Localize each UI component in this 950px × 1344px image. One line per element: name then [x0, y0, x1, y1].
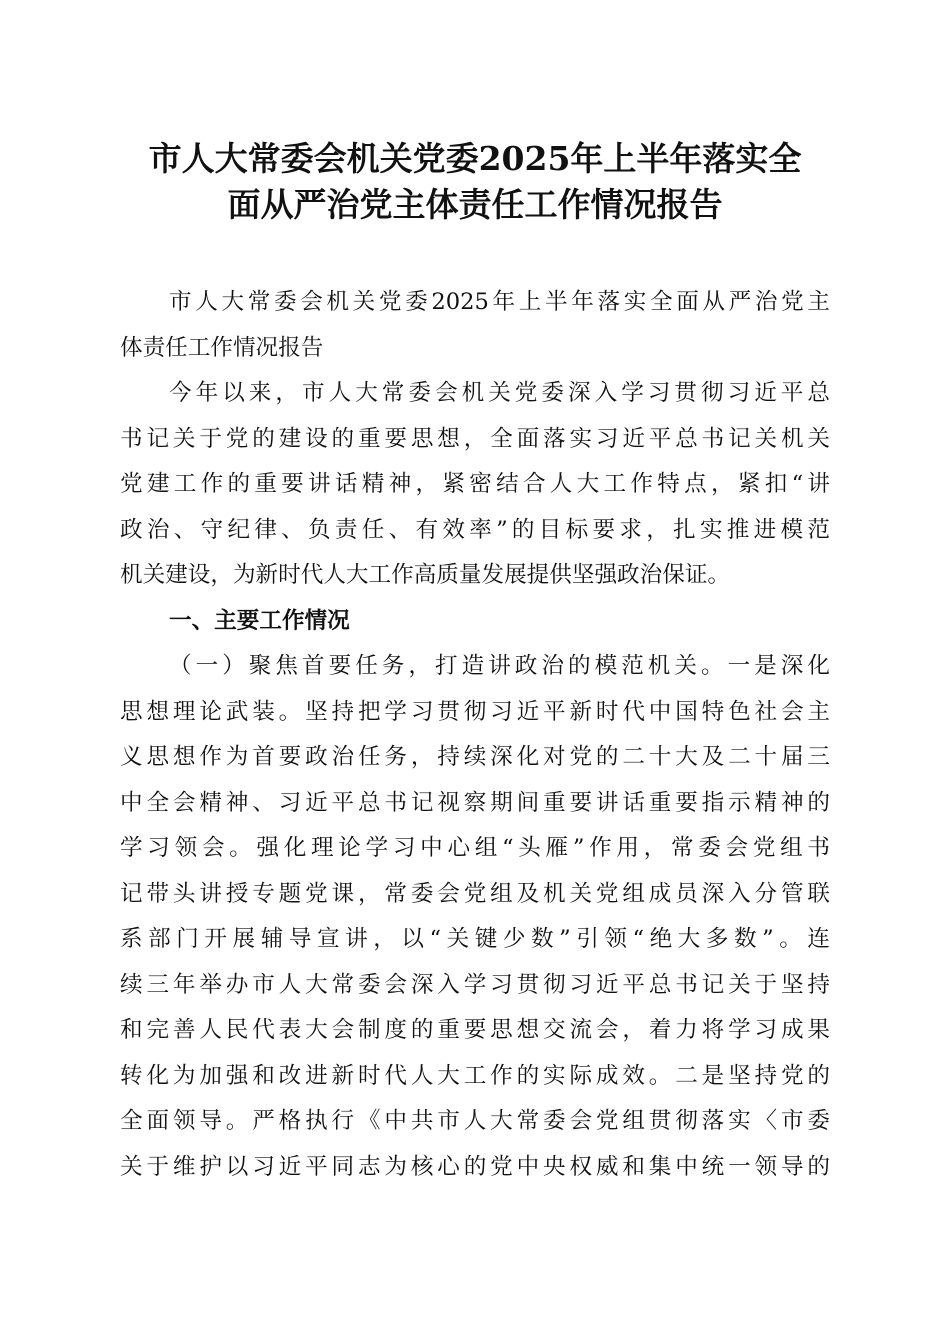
paragraph-line: 关于维护以习近平同志为核心的党中央权威和集中统一领导的: [120, 1153, 830, 1180]
document-title: [120, 136, 830, 228]
paragraph-repeat-title: [120, 280, 830, 371]
paragraph-line: 学习领会。强化理论学习中心组“头雁”作用，常委会党组书: [120, 835, 830, 861]
section-heading: 一、主要工作情况: [169, 607, 350, 634]
paragraph-line: 记带头讲授专题党课，常委会党组及机关党组成员深入分管联: [120, 880, 830, 907]
paragraph-line: 体责任工作情况报告: [120, 334, 324, 361]
paragraph-line: 今年以来，市人大常委会机关党委深入学习贯彻习近平总: [169, 380, 830, 406]
paragraph-line: 党建工作的重要讲话精神，紧密结合人大工作特点，紧扣“讲: [120, 471, 830, 497]
paragraph-line: 市人大常委会机关党委2025年上半年落实全面从严治党主: [169, 289, 830, 315]
paragraph-line: 中全会精神、习近平总书记视察期间重要讲话重要指示精神的: [120, 789, 830, 816]
paragraph-line: 系部门开展辅导宣讲，以“关键少数”引领“绝大多数”。连: [120, 926, 830, 952]
title-line-2: 面从严治党主体责任工作情况报告: [227, 185, 723, 224]
paragraph-line: 书记关于党的建设的重要思想，全面落实习近平总书记关机关: [120, 425, 830, 452]
paragraph-line: 思想理论武装。坚持把学习贯彻习近平新时代中国特色社会主: [120, 698, 830, 725]
document-body: [120, 280, 830, 1190]
paragraph-line: 续三年举办市人大常委会深入学习贯彻习近平总书记关于坚持: [120, 971, 830, 998]
paragraph-line: （一）聚焦首要任务，打造讲政治的模范机关。一是深化: [169, 653, 830, 679]
title-line-1: 市人大常委会机关党委2025年上半年落实全: [148, 139, 802, 178]
paragraph-line: 义思想作为首要政治任务，持续深化对党的二十大及二十届三: [120, 744, 830, 770]
paragraph-line: 和完善人民代表大会制度的重要思想交流会，着力将学习成果: [120, 1017, 830, 1043]
paragraph-line: 全面领导。严格执行《中共市人大常委会党组贯彻落实〈市委: [120, 1108, 830, 1134]
paragraph-line: 转化为加强和改进新时代人大工作的实际成效。二是坚持党的: [120, 1062, 830, 1089]
paragraph-line: 机关建设，为新时代人大工作高质量发展提供坚强政治保证。: [120, 562, 731, 588]
paragraph-line: 政治、守纪律、负责任、有效率”的目标要求，扎实推进模范: [120, 516, 830, 543]
paragraph-intro: [120, 371, 830, 599]
paragraph-section-1: [120, 644, 830, 1190]
